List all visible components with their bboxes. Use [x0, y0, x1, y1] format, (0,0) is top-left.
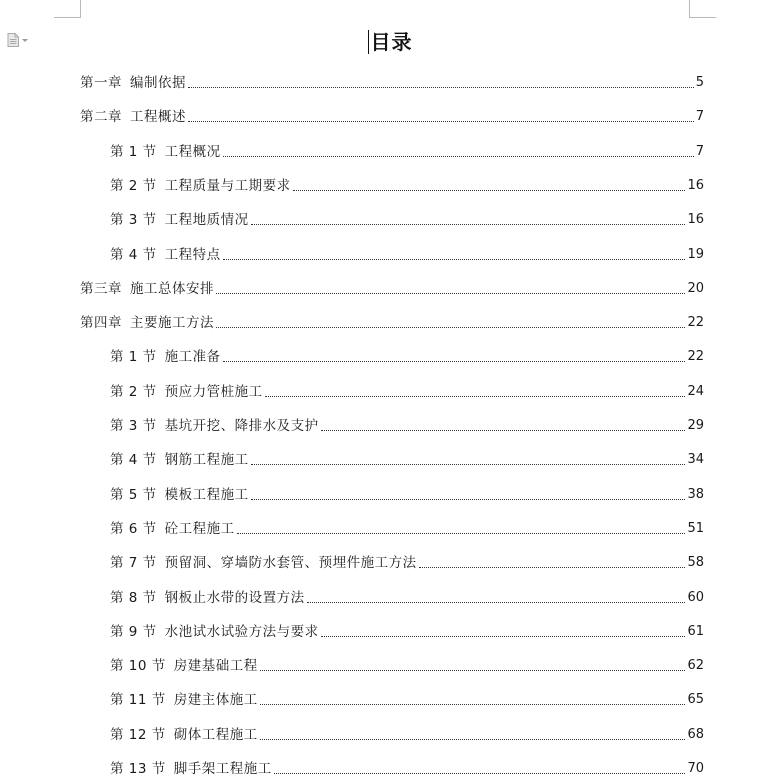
toc-dot-leader — [419, 567, 686, 568]
toc-page-number: 7 — [695, 143, 704, 159]
toc-entry-number: 第 3 节 — [110, 418, 157, 434]
toc-page-number: 20 — [687, 280, 704, 296]
toc-entry-title: 水池试水试验方法与要求 — [164, 623, 319, 640]
toc-entry-number: 第四章 — [80, 315, 122, 332]
toc-entry-label — [80, 108, 186, 126]
toc-page-number: 65 — [687, 692, 704, 708]
toc-entry-number: 第 3 节 — [110, 212, 157, 229]
crop-mark-top-right — [689, 0, 716, 18]
toc-entry[interactable] — [110, 415, 704, 435]
toc-page-number: 7 — [695, 109, 704, 125]
toc-dot-leader — [260, 739, 686, 740]
toc-entry[interactable] — [80, 106, 704, 126]
toc-entry[interactable] — [110, 518, 704, 538]
toc-entry[interactable] — [110, 758, 704, 778]
toc-entry-title: 钢板止水带的设置方法 — [164, 589, 305, 606]
toc-entry[interactable] — [80, 312, 704, 332]
toc-entry-number: 第 8 节 — [110, 589, 157, 606]
toc-entry-title: 预留洞、穿墙防水套管、预埋件施工方法 — [164, 555, 417, 572]
toc-entry-number: 第 6 节 — [110, 520, 157, 537]
toc-dot-leader — [223, 361, 686, 362]
toc-entry-number: 第 5 节 — [110, 486, 157, 503]
toc-page-number: 19 — [687, 246, 704, 262]
toc-dot-leader — [260, 670, 686, 671]
toc-dot-leader — [223, 156, 694, 157]
toc-page-number: 70 — [687, 761, 704, 776]
toc-entry-number: 第 9 节 — [110, 623, 157, 640]
toc-entry-label — [110, 554, 417, 572]
toc-dot-leader — [223, 259, 686, 260]
toc-entry-number: 第二章 — [80, 109, 122, 126]
toc-entry-number: 第 7 节 — [110, 555, 157, 572]
toc-entry-number: 第 13 节 — [110, 761, 166, 777]
toc-page-number: 51 — [687, 520, 704, 536]
toc-entry-label — [110, 177, 291, 195]
toc-entry-number: 第 11 节 — [110, 692, 166, 709]
toc-entry-label — [110, 348, 221, 366]
toc-entry-label — [110, 589, 305, 607]
toc-entry-number: 第 1 节 — [110, 349, 157, 366]
toc-entry-title: 工程概况 — [164, 143, 221, 160]
toc-page-number: 22 — [687, 349, 704, 365]
toc-dot-leader — [307, 602, 686, 603]
toc-entry-label — [80, 314, 214, 332]
toc-entry-title: 砼工程施工 — [164, 520, 235, 537]
toc-entry-number: 第 4 节 — [110, 246, 157, 263]
toc-entry-label — [110, 657, 258, 675]
toc-entry-number: 第 4 节 — [110, 452, 157, 469]
toc-title-text: 目录 — [370, 30, 413, 54]
toc-entry[interactable] — [110, 175, 704, 195]
toc-entry-label — [110, 417, 319, 435]
toc-entry-label — [80, 280, 214, 298]
toc-entry[interactable] — [80, 278, 704, 298]
toc-page-number: 68 — [687, 726, 704, 742]
toc-dot-leader — [251, 499, 686, 500]
toc-dot-leader — [260, 704, 686, 705]
toc-dot-leader — [237, 533, 686, 534]
toc-entry-label — [110, 691, 258, 709]
toc-entry[interactable] — [110, 244, 704, 264]
toc-dot-leader — [293, 190, 686, 191]
toc-entry-title: 房建基础工程 — [173, 658, 258, 675]
crop-mark-top-left — [54, 0, 81, 18]
toc-dot-leader — [188, 87, 694, 88]
toc-page-number: 5 — [695, 75, 704, 90]
toc-dot-leader — [251, 224, 686, 225]
toc-entry-label — [110, 623, 319, 641]
toc-entry-label — [110, 451, 249, 469]
toc-entry[interactable] — [110, 141, 704, 161]
toc-entry-number: 第 12 节 — [110, 726, 166, 743]
toc-entry[interactable] — [110, 346, 704, 366]
toc-dot-leader — [265, 396, 686, 397]
toc-entry-label — [110, 383, 263, 401]
toc-entry-title: 工程质量与工期要求 — [164, 177, 291, 194]
toc-entry-title: 工程特点 — [164, 246, 221, 263]
toc-entry-title: 工程地质情况 — [164, 212, 249, 229]
toc-dot-leader — [321, 430, 686, 431]
toc-entry-number: 第 10 节 — [110, 658, 166, 675]
toc-entry-title: 编制依据 — [130, 75, 186, 91]
toc-dot-leader — [321, 636, 686, 637]
toc-entry-label — [110, 760, 272, 778]
toc-entry[interactable] — [110, 724, 704, 744]
toc-page-number: 60 — [687, 589, 704, 605]
toc-entry-title: 主要施工方法 — [130, 315, 214, 332]
toc-entry-label — [110, 486, 249, 504]
toc-dot-leader — [188, 121, 694, 122]
toc-entry[interactable] — [110, 209, 704, 229]
toc-entry[interactable] — [80, 72, 704, 92]
toc-entry-number: 第 1 节 — [110, 143, 157, 160]
toc-entry-number: 第 2 节 — [110, 383, 157, 400]
toc-entry[interactable] — [110, 381, 704, 401]
toc-entry-number: 第三章 — [80, 280, 122, 297]
toc-page-number: 62 — [687, 658, 704, 674]
toc-entry-label — [110, 726, 258, 744]
toc-page-number: 38 — [687, 486, 704, 502]
toc-page-number: 58 — [687, 555, 704, 571]
toc-entry[interactable] — [110, 449, 704, 469]
toc-title[interactable] — [0, 26, 780, 55]
toc-entry-label — [110, 211, 249, 229]
toc-entry-title: 模板工程施工 — [164, 486, 249, 503]
toc-entry[interactable] — [110, 587, 704, 607]
toc-dot-leader — [274, 773, 686, 774]
toc-dot-leader — [251, 464, 686, 465]
toc-entry[interactable] — [110, 552, 704, 572]
toc-entry-number: 第一章 — [80, 75, 122, 91]
toc-entry-number: 第 2 节 — [110, 177, 157, 194]
toc-entry-title: 钢筋工程施工 — [164, 452, 249, 469]
text-cursor — [368, 30, 369, 54]
toc-entry-title: 施工准备 — [164, 349, 221, 366]
toc-entry-title: 工程概述 — [130, 109, 186, 126]
toc-entry-label — [110, 520, 235, 538]
toc-entry-title: 砌体工程施工 — [173, 726, 258, 743]
toc-entry-label — [80, 74, 186, 92]
toc-entry-title: 基坑开挖、降排水及支护 — [164, 418, 319, 434]
toc-page-number: 29 — [687, 418, 704, 433]
toc-entry[interactable] — [110, 655, 704, 675]
toc-entry-title: 脚手架工程施工 — [173, 761, 272, 777]
toc-entry-title: 房建主体施工 — [173, 692, 258, 709]
toc-page-number: 16 — [687, 177, 704, 193]
toc-page-number: 61 — [687, 623, 704, 639]
toc-page-number: 22 — [687, 315, 704, 331]
toc-entry-label — [110, 143, 221, 161]
toc-page-number: 16 — [687, 212, 704, 228]
toc-entry[interactable] — [110, 689, 704, 709]
toc-entry[interactable] — [110, 621, 704, 641]
toc-dot-leader — [216, 327, 685, 328]
toc-page-number: 34 — [687, 452, 704, 468]
toc-entry-title: 施工总体安排 — [130, 280, 214, 297]
toc-dot-leader — [216, 293, 685, 294]
toc-entry[interactable] — [110, 484, 704, 504]
toc-page-number: 24 — [687, 383, 704, 399]
toc-entry-label — [110, 246, 221, 264]
toc-entry-title: 预应力管桩施工 — [164, 383, 263, 400]
